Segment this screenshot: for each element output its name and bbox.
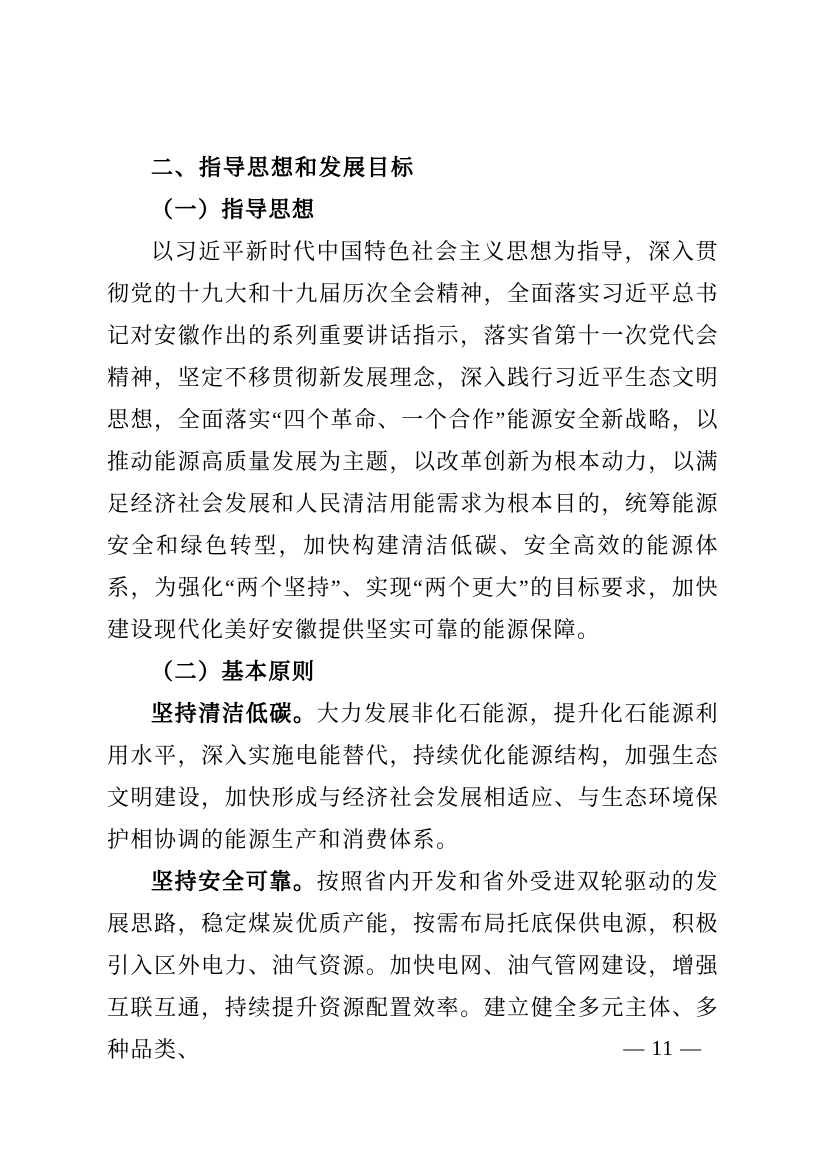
principle-lead-clean-low-carbon: 坚持清洁低碳。 bbox=[151, 701, 317, 726]
document-content bbox=[107, 147, 719, 1071]
subsection-heading-basic-principles: （二）基本原则 bbox=[151, 659, 316, 684]
paragraph-guiding-ideology: 以习近平新时代中国特色社会主义思想为指导，深入贯彻党的十九大和十九届历次全会精神，全面落实习近平总书记对安徽作出的系列重要讲话指示，落实省第十一次党代会精神，坚定不移贯彻新发展理念，深入践行习近平生态文明思想，全面落实“四个革命、一个合作”能源安全新战略，以推动能源高质量发展为主题，以改革创新为根本动力，以满足经济社会发展和人民清洁用能需求为根本目的，统筹能源安全和绿色转型，加快构建清洁低碳、安全高效的能源体系，为强化“两个坚持”、实现“两个更大”的目标要求，加快建设现代化美好安徽提供坚实可靠的能源保障。 bbox=[107, 239, 719, 642]
subsection-heading-guiding-ideology: （一）指导思想 bbox=[151, 197, 316, 222]
page-number: — 11 — bbox=[623, 1036, 702, 1060]
principle-body-safe-reliable: 按照省内开发和省外受进双轮驱动的发展思路，稳定煤炭优质产能，按需布局托底保供电源，积极引入区外电力、油气资源。加快电网、油气管网建设，增强互联互通，持续提升资源配置效率。建立健全多元主体、多种品类、 bbox=[107, 869, 719, 1062]
paragraph-principle-clean-low-carbon bbox=[107, 693, 719, 861]
principle-body-clean-low-carbon: 大力发展非化石能源，提升化石能源利用水平，深入实施电能替代，持续优化能源结构，加强生态文明建设，加快形成与经济社会发展相适应、与生态环境保护相协调的能源生产和消费体系。 bbox=[107, 701, 719, 852]
section-heading: 二、指导思想和发展目标 bbox=[151, 155, 416, 180]
principle-lead-safe-reliable: 坚持安全可靠。 bbox=[151, 869, 317, 894]
